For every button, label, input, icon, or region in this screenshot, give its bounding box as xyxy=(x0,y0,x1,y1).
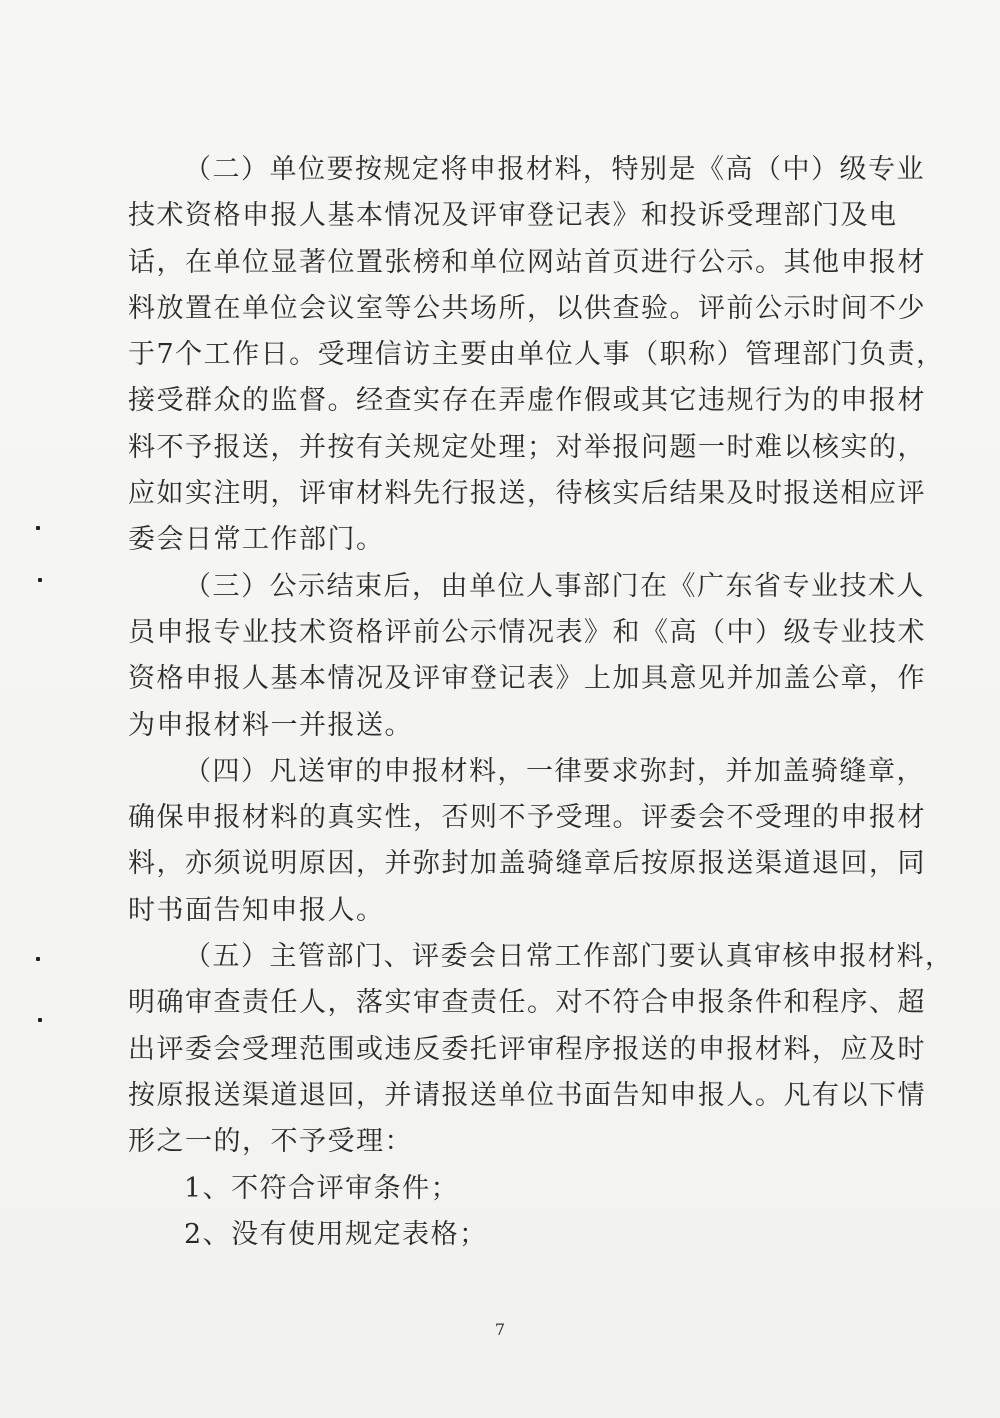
text-line: 出评委会受理范围或违反委托评审程序报送的申报材料，应及时 xyxy=(128,1033,926,1065)
binding-hole-mark xyxy=(38,578,42,582)
text-line: 料不予报送，并按有关规定处理；对举报问题一时难以核实的， xyxy=(128,431,926,463)
document-body xyxy=(128,147,954,1258)
numbered-list xyxy=(128,1166,876,1259)
text-line: 料放置在单位会议室等公共场所，以供查验。评前公示时间不少 xyxy=(128,292,926,324)
binding-hole-mark xyxy=(38,1018,42,1022)
text-line: 按原报送渠道退回，并请报送单位书面告知申报人。凡有以下情 xyxy=(128,1079,926,1111)
text-line: 料，亦须说明原因，并弥封加盖骑缝章后按原报送渠道退回，同 xyxy=(128,848,926,880)
text-line: （四）凡送审的申报材料，一律要求弥封，并加盖骑缝章， xyxy=(184,755,925,787)
text-line: （五）主管部门、评委会日常工作部门要认真审核申报材料， xyxy=(184,941,954,973)
binding-hole-mark xyxy=(36,526,40,530)
paragraph-item-3 xyxy=(128,564,926,749)
text-line: 明确审查责任人，落实审查责任。对不符合申报条件和程序、超 xyxy=(128,987,926,1019)
text-line: 确保申报材料的真实性，否则不予受理。评委会不受理的申报材 xyxy=(128,802,926,834)
text-line: （二）单位要按规定将申报材料，特别是《高（中）级专业 xyxy=(184,154,925,185)
text-line: 技术资格申报人基本情况及评审登记表》和投诉受理部门及电 xyxy=(128,200,898,232)
text-line: （三）公示结束后，由单位人事部门在《广东省专业技术人 xyxy=(184,570,925,602)
text-line: 应如实注明，评审材料先行报送，待核实后结果及时报送相应评 xyxy=(128,478,926,510)
list-item: 2、没有使用规定表格； xyxy=(184,1218,488,1250)
text-line: 员申报专业技术资格评前公示情况表》和《高（中）级专业技术 xyxy=(128,616,926,648)
text-line: 为申报材料一并报送。 xyxy=(128,709,413,741)
binding-hole-mark xyxy=(36,957,40,961)
paragraph-item-5 xyxy=(128,934,954,1165)
text-line: 资格申报人基本情况及评审登记表》上加具意见并加盖公章，作 xyxy=(128,663,926,695)
list-item: 1、不符合评审条件； xyxy=(184,1172,460,1204)
paragraph-item-4 xyxy=(128,749,926,934)
text-line: 于7个工作日。受理信访主要由单位人事（职称）管理部门负责， xyxy=(128,339,945,371)
text-line: 话，在单位显著位置张榜和单位网站首页进行公示。其他申报材 xyxy=(128,246,926,278)
text-line: 接受群众的监督。经查实存在弄虚作假或其它违规行为的申报材 xyxy=(128,385,926,417)
page-number: 7 xyxy=(494,1320,506,1339)
paragraph-item-2 xyxy=(128,147,945,564)
text-line: 时书面告知申报人。 xyxy=(128,894,385,926)
text-line: 形之一的，不予受理： xyxy=(128,1126,413,1158)
text-line: 委会日常工作部门。 xyxy=(128,524,385,556)
